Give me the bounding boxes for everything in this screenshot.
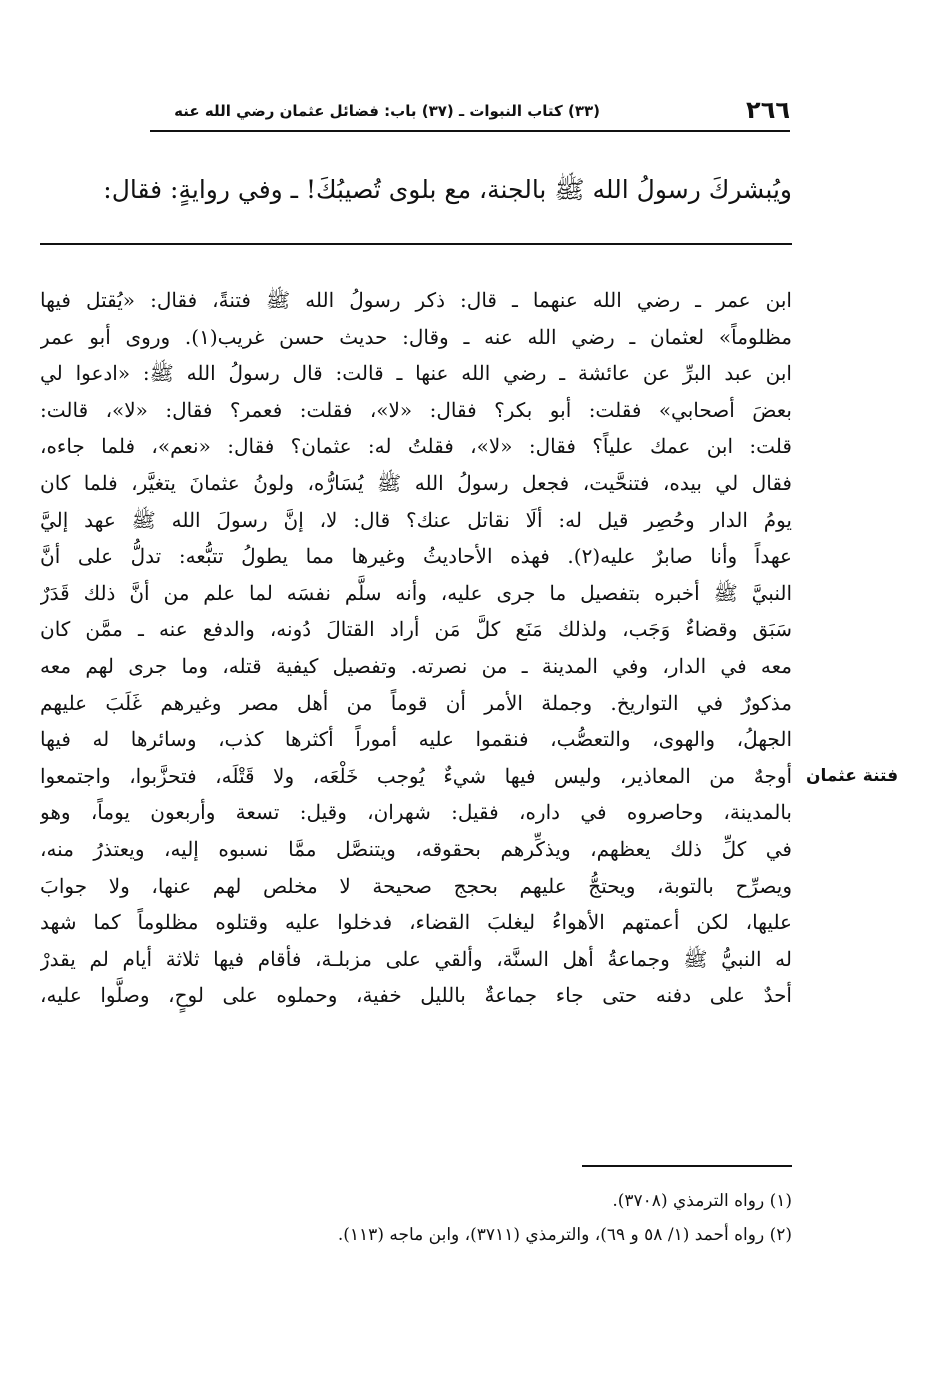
- footnote: (٢) رواه أحمد (١/ ٥٨ و ٦٩)، والترمذي (٣٧١١)، وابن ماجه (١١٣).: [337, 1225, 792, 1245]
- body-line: ويصرِّح بالتوبة، ويحتجُّ عليهم بحجج صحيحة لا مخلص لهم عنها، ولا جوابَ: [40, 873, 792, 898]
- carryover-line: ويُبشركَ رسولُ الله ﷺ بالجنة، مع بلوى تُصيبُكَ! ـ وفي روايةٍ: فقال:: [103, 175, 792, 204]
- body-line: عهداً وأنا صابرٌ عليه(٢). فهذه الأحاديثُ وغيرها مما يطولُ تتبُّعه: تدلُّ على أنَّ: [40, 544, 792, 569]
- running-header: [150, 96, 790, 132]
- body-line: عليها، لكن أعمتهم الأهواءُ ليغلبَ القضاء، فدخلوا عليه وقتلوه مظلوماً كما شهد: [40, 910, 792, 935]
- body-line: ابن عبد البرِّ عن عائشة ـ رضي الله عنها ـ قالت: قال رسولُ الله ﷺ: «ادعوا لي: [40, 361, 792, 386]
- body-line: له النبيُّ ﷺ وجماعةُ أهل السنَّة، وألقي على مزبلـة، فأقام فيها ثلاثة أيام لم يقدرْ: [40, 946, 792, 971]
- footnote-divider: [582, 1165, 792, 1167]
- margin-note: فتنة عثمان: [806, 766, 899, 786]
- body-line: قلت: ابن عمك علياً؟ فقال: «لا»، فقلتُ له: عثمان؟ فقال: «نعم»، فلما جاءه،: [40, 434, 792, 459]
- body-line: ابن عمر ـ رضي الله عنهما ـ قال: ذكر رسولُ الله ﷺ فتنةً، فقال: «يُقتل فيها: [40, 288, 792, 312]
- body-line: بعضَ أصحابي» فقلت: أبو بكر؟ فقال: «لا»، فقلت: فعمر؟ فقال: «لا»، قالت:: [40, 397, 792, 422]
- body-line: النبيَّ ﷺ أخبره بتفصيل ما جرى عليه، وأنه سلَّم نفسَه لما علم من أنَّ ذلك قَدَرٌ: [40, 580, 792, 605]
- page-number: ٢٦٦: [746, 96, 790, 124]
- body-line: فقال لي بيده، فتنحَّيت، فجعل رسولُ الله ﷺ يُسَارُّه، ولونُ عثمانَ يتغيَّر، فلما كان: [40, 470, 792, 495]
- body-line: سَبَق وقضاءٌ وَجَب، ولذلك مَنَع كلَّ مَن أراد القتالَ دُونه، والدفع عنه ـ ممَّن كان: [40, 617, 792, 642]
- body-line: يومُ الدار وحُصِر قيل له: ألَا نقاتل عنك؟ قال: لا، إنَّ رسولَ الله ﷺ عهد إليَّ: [40, 507, 792, 532]
- body-line: في كلِّ ذلك يعظهم، ويذكِّرهم بحقوقه، ويتنصَّل ممَّا نسبوه إليه، ويعتذرُ منه،: [40, 836, 792, 861]
- body-line: مذكورٌ في التواريخ. وجملة الأمر أن قوماً من أهل مصر وغيرهم غَلَبَ عليهم: [40, 690, 792, 715]
- body-line: أوجهٌ من المعاذير، وليس فيها شيءٌ يُوجب خَلْعَه، ولا قَتْلَه، فتحزَّبوا، واجتمعوا: [40, 763, 792, 788]
- footnotes: [150, 1184, 792, 1252]
- section-divider: [40, 243, 792, 245]
- body-line: بالمدينة، وحاصروه في داره، فقيل: شهران، وقيل: تسعة وأربعون يوماً، وهو: [40, 800, 792, 825]
- body-line: أحدٌ على دفنه حتى جاء جماعةٌ بالليل خفية، وحملوه على لوحٍ، وصلَّوا عليه،: [40, 983, 792, 1008]
- body-line: مظلوماً» لعثمان ـ رضي الله عنه ـ وقال: حديث حسن غريب(١). وروى أبو عمر: [40, 324, 792, 349]
- running-title: (٣٣) كتاب النبوات ـ (٣٧) باب: فضائل عثمان رضي الله عنه: [174, 102, 600, 120]
- body-line: الجهلُ، والهوى، والتعصُّب، فنقموا عليه أموراً أكثرها كذب، وسائرها له فيها: [40, 727, 792, 752]
- footnote: (١) رواه الترمذي (٣٧٠٨).: [612, 1191, 792, 1211]
- body-line: معه في الدار، وفي المدينة ـ من نصرته. وتفصيل كيفية قتله، وما جرى لهم معه: [40, 653, 792, 678]
- commentary-body: [40, 282, 792, 1014]
